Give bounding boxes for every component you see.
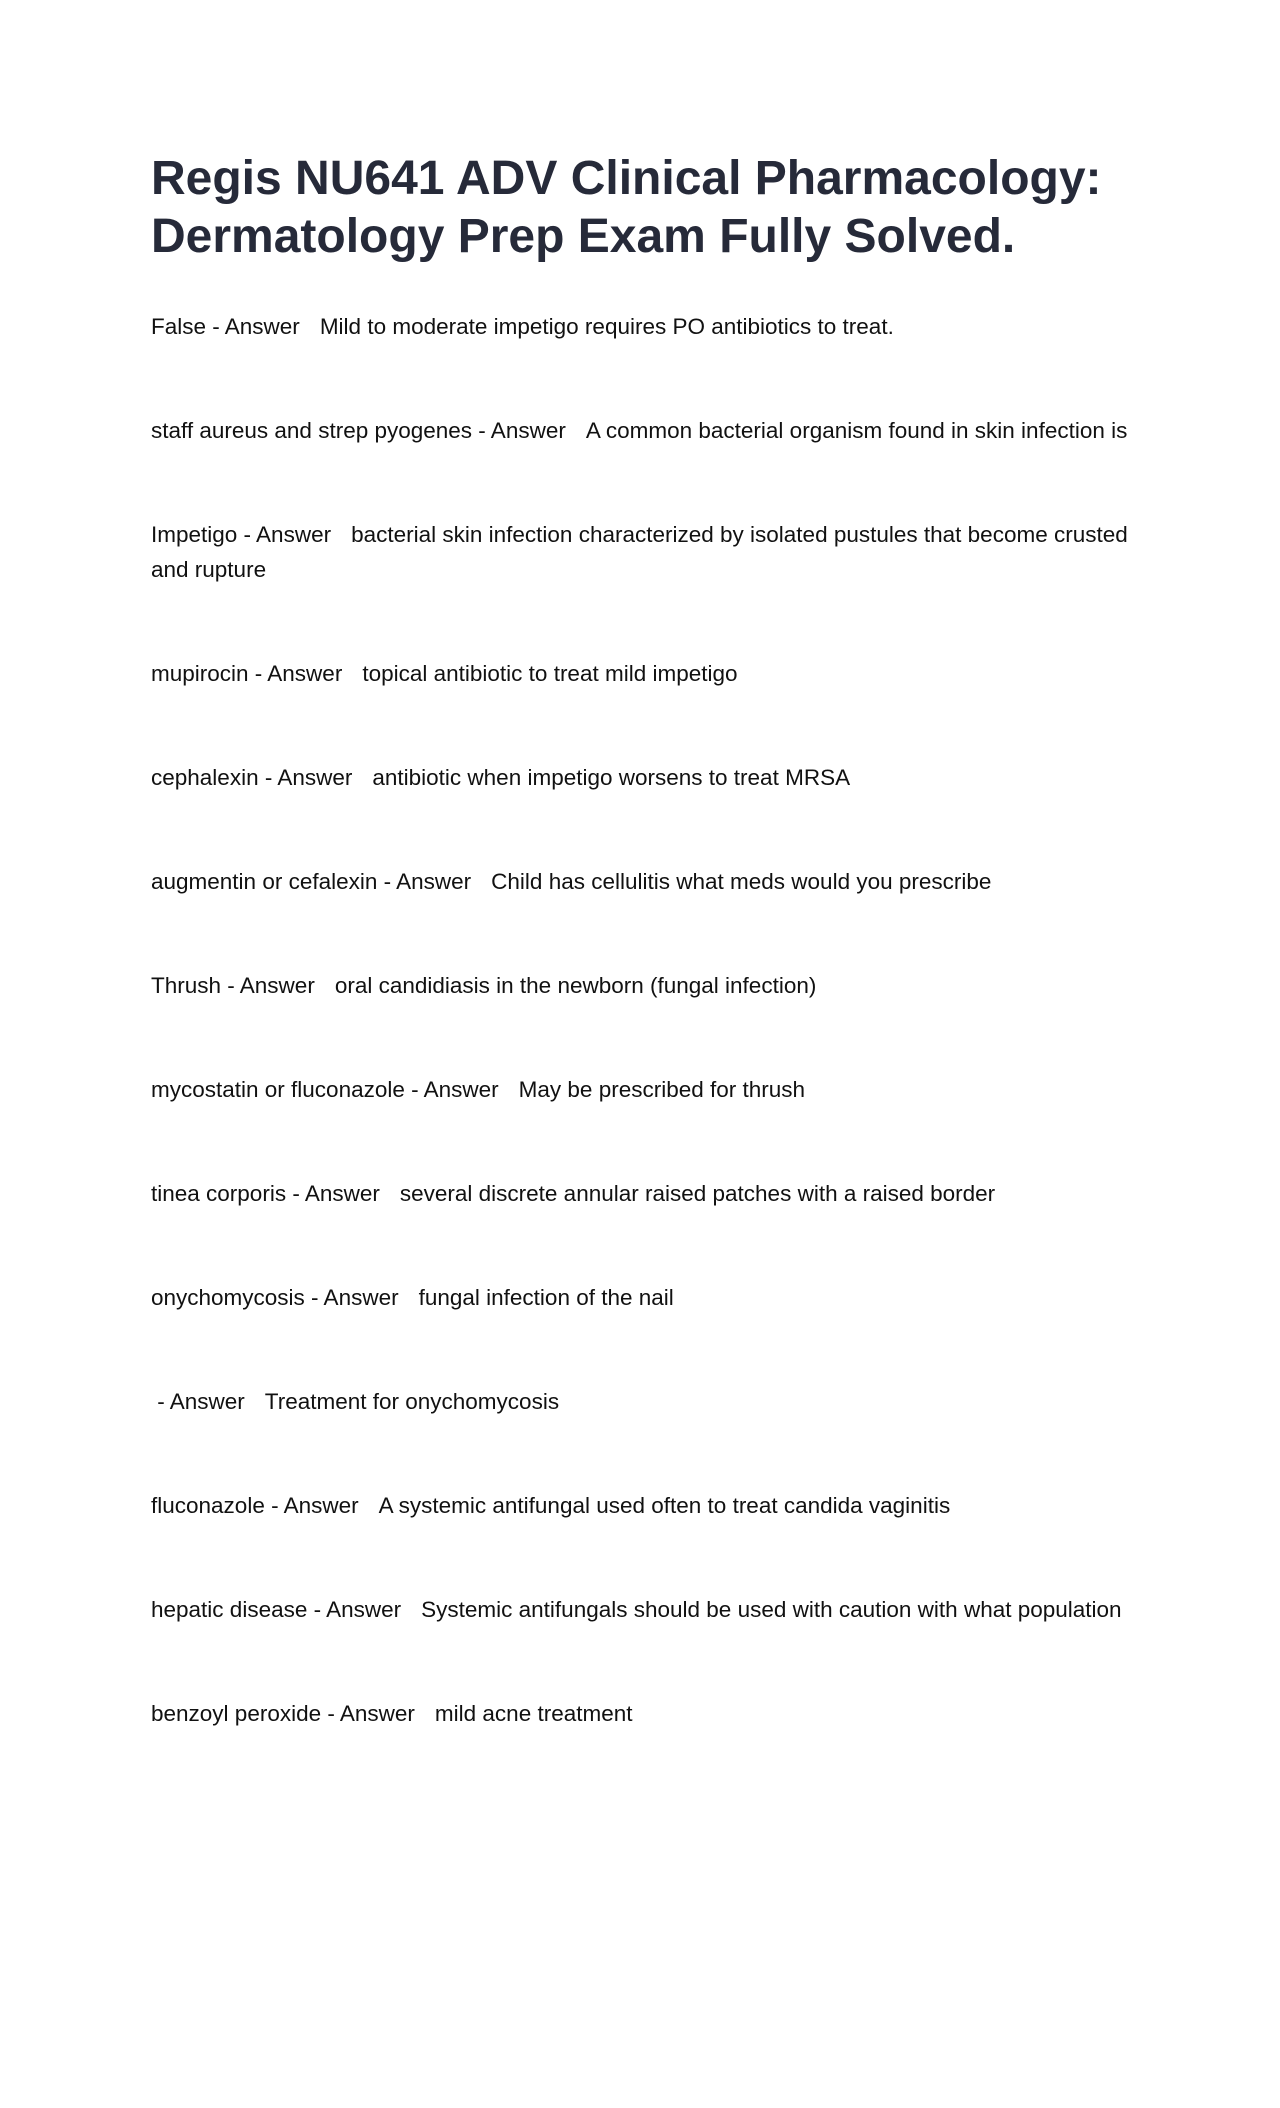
qa-item <box>151 1072 1141 1107</box>
qa-item <box>151 864 1141 899</box>
qa-question: bacterial skin infection characterized by isolated pustules that become crusted and rupture <box>151 522 1135 582</box>
qa-list <box>151 309 1141 1731</box>
qa-question: several discrete annular raised patches with a raised border <box>399 1181 996 1206</box>
qa-question: topical antibiotic to treat mild impetigo <box>362 661 738 686</box>
document-title: Regis NU641 ADV Clinical Pharmacology: Dermatology Prep Exam Fully Solved. <box>151 152 1102 263</box>
qa-answer: hepatic disease - Answer <box>151 1597 402 1622</box>
qa-question: antibiotic when impetigo worsens to treat MRSA <box>372 765 851 790</box>
qa-answer: onychomycosis - Answer <box>151 1285 399 1310</box>
qa-answer: False - Answer <box>151 314 300 339</box>
qa-item <box>151 968 1141 1003</box>
qa-answer: mycostatin or fluconazole - Answer <box>151 1077 499 1102</box>
qa-answer: cephalexin - Answer <box>151 765 353 790</box>
qa-question: A systemic antifungal used often to treat candida vaginitis <box>378 1493 951 1518</box>
qa-item <box>151 1280 1141 1315</box>
qa-answer: augmentin or cefalexin - Answer <box>151 869 472 894</box>
qa-answer: Impetigo - Answer <box>151 522 332 547</box>
qa-question: mild acne treatment <box>434 1701 633 1726</box>
qa-question: oral candidiasis in the newborn (fungal infection) <box>334 973 817 998</box>
qa-question: Systemic antifungals should be used with caution with what population <box>421 1597 1122 1622</box>
qa-item <box>151 656 1141 691</box>
qa-question: Child has cellulitis what meds would you prescribe <box>491 869 992 894</box>
qa-question: Mild to moderate impetigo requires PO antibiotics to treat. <box>319 314 894 339</box>
document-page <box>151 150 1141 1800</box>
qa-item <box>151 1592 1141 1627</box>
qa-item <box>151 1384 1141 1419</box>
qa-question: Treatment for onychomycosis <box>264 1389 560 1414</box>
qa-answer: tinea corporis - Answer <box>151 1181 380 1206</box>
qa-answer: benzoyl peroxide - Answer <box>151 1701 415 1726</box>
qa-answer: fluconazole - Answer <box>151 1493 359 1518</box>
qa-item <box>151 1488 1141 1523</box>
qa-answer: mupirocin - Answer <box>151 661 343 686</box>
qa-question: A common bacterial organism found in skin infection is <box>585 418 1128 443</box>
qa-answer: - Answer <box>151 1389 245 1414</box>
qa-question: fungal infection of the nail <box>418 1285 674 1310</box>
qa-item <box>151 1696 1141 1731</box>
qa-answer: staff aureus and strep pyogenes - Answer <box>151 418 566 443</box>
qa-question: May be prescribed for thrush <box>518 1077 806 1102</box>
qa-item <box>151 1176 1141 1211</box>
qa-item <box>151 760 1141 795</box>
qa-answer: Thrush - Answer <box>151 973 315 998</box>
qa-item <box>151 517 1141 587</box>
qa-item <box>151 309 1141 344</box>
qa-item <box>151 413 1141 448</box>
